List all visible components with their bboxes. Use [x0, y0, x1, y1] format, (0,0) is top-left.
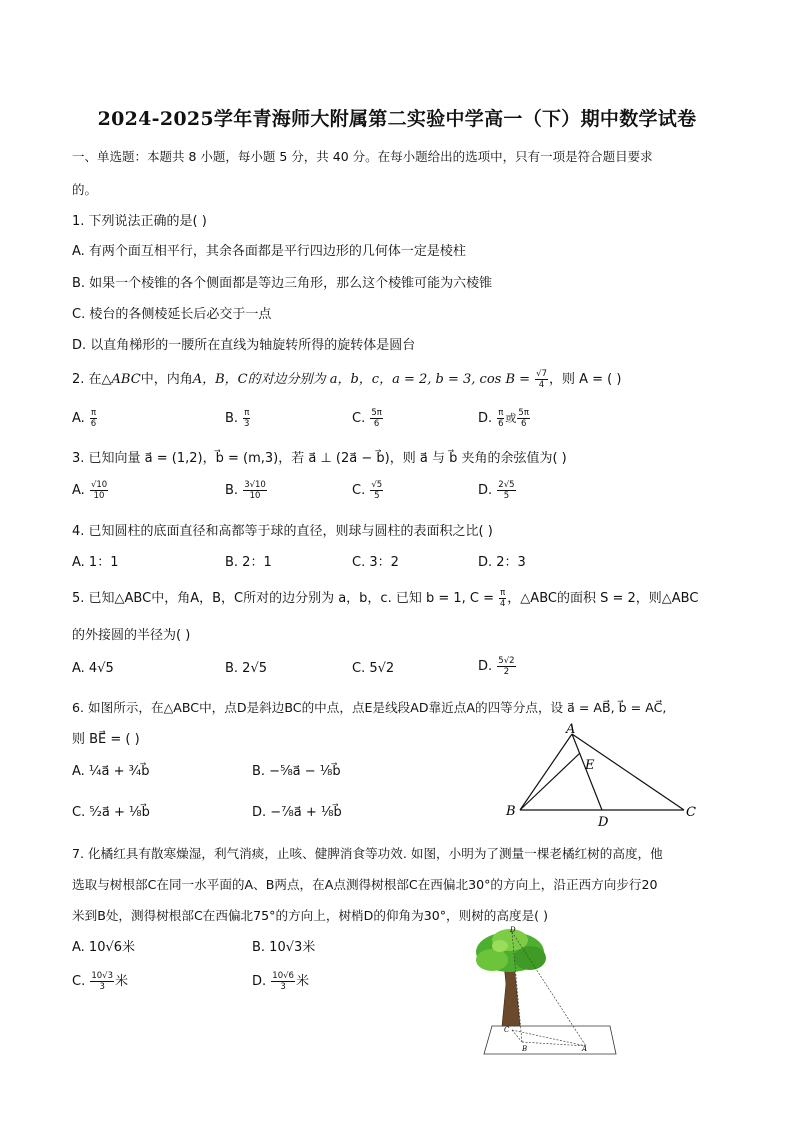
q7-c-den: 3 — [99, 982, 105, 992]
q3-d-den: 5 — [503, 491, 510, 501]
q7-d-unit: 米 — [295, 974, 309, 989]
q3-stem: 3. 已知向量 a⃗ = (1,2)，b⃗ = (m,3)，若 a⃗ ⊥ (2a⃗ − b⃗)，则 a⃗ 与 b⃗ 夹角的余弦值为( ) — [72, 451, 567, 466]
q2-stem-abc: ABC — [111, 372, 141, 387]
q2-a-den: 6 — [90, 419, 97, 429]
q7-tree-foliage — [476, 929, 546, 972]
q7-option-a: A. 10√6米 — [72, 940, 136, 955]
q3-a-num: √10 — [90, 480, 108, 490]
q5-option-c: C. 5√2 — [352, 661, 395, 676]
q5-c-fraction — [499, 588, 506, 609]
q6-label-c: C — [686, 805, 696, 820]
q7-option-d — [252, 970, 309, 992]
q2-option-d — [478, 408, 531, 429]
q7-stem-line3: 米到B处，测得树根部C在西偏北75°的方向上，树梢D的仰角为30°，则树的高度是( ) — [72, 908, 549, 923]
q5-d-fraction — [497, 656, 515, 677]
q3-option-d — [478, 480, 517, 501]
q5-option-a: A. 4√5 — [72, 661, 114, 676]
q7-d-fraction — [271, 971, 295, 992]
q3-option-c-label: C. — [352, 483, 366, 498]
q5-d-num: 5√2 — [498, 656, 515, 666]
q3-c-num: √5 — [371, 480, 383, 490]
q3-option-a — [72, 480, 109, 501]
q5-stem-line2: 的外接圆的半径为( ) — [72, 628, 191, 643]
q2-d-den1: 6 — [498, 419, 504, 429]
q2-d-or: 或 — [505, 412, 517, 425]
q7-label-d: D — [510, 926, 516, 934]
q2-option-b-label: B. — [225, 411, 239, 426]
q5-d-den: 2 — [503, 667, 510, 677]
q7-tree-trunk — [502, 964, 520, 1026]
q5-stem-line1 — [72, 587, 698, 609]
section-header-line1: 一、单选题：本题共 8 小题，每小题 5 分，共 40 分。在每小题给出的选项中，只有一项是符合题目要求 — [72, 149, 653, 164]
q5-c-den: 4 — [500, 599, 506, 609]
q6-label-a: A — [566, 722, 576, 737]
q6-segment-be — [520, 753, 580, 810]
q2-option-a — [72, 408, 98, 429]
q2-b-num: π — [244, 408, 250, 418]
q2-a-num: π — [90, 408, 97, 418]
q3-b-num: 3√10 — [244, 480, 266, 490]
q1-option-d: D. 以直角梯形的一腰所在直线为轴旋转所得的旋转体是圆台 — [72, 338, 416, 353]
q6-option-c: C. ⁵⁄₂a⃗ + ⅛b⃗ — [72, 805, 150, 820]
q7-d-num: 10√6 — [272, 971, 294, 981]
q7-c-unit: 米 — [115, 974, 129, 989]
q7-stem-line2: 选取与树根部C在同一水平面的A、B两点，在A点测得树根部C在西偏北30°的方向上，沿正西方向步行20 — [72, 877, 658, 892]
q6-triangle-figure — [500, 722, 710, 832]
q2-b-den: 3 — [244, 419, 250, 429]
q6-side-ab — [520, 734, 572, 810]
q5-line1b: ，△ABC的面积 S = 2，则△ABC — [507, 591, 699, 606]
q7-c-fraction — [90, 971, 114, 992]
q6-option-a: A. ¼a⃗ + ¾b⃗ — [72, 764, 150, 779]
page-title: 2024-2025学年青海师大附属第二实验中学高一（下）期中数学试卷 — [97, 108, 697, 130]
q5-option-d — [478, 656, 517, 677]
q6-option-b: B. −⅝a⃗ − ⅛b⃗ — [252, 764, 341, 779]
q2-cosb-fraction — [535, 369, 548, 390]
q3-d-num: 2√5 — [498, 480, 515, 490]
q2-option-c-label: C. — [352, 411, 366, 426]
q6-option-d: D. −⅞a⃗ + ⅛b⃗ — [252, 805, 342, 820]
q7-label-c: C — [504, 1026, 510, 1034]
q5-line1a: 5. 已知△ABC中，角A，B，C所对的边分别为 a，b，c. 已知 b = 1, C = — [72, 591, 499, 606]
q3-b-fraction — [243, 480, 267, 501]
q2-option-c — [352, 408, 384, 429]
q2-stem — [72, 368, 621, 390]
q1-stem: 1. 下列说法正确的是( ) — [72, 214, 207, 229]
q3-a-fraction — [90, 480, 108, 501]
q2-c-num: 5π — [371, 408, 382, 418]
q6-label-d: D — [598, 815, 609, 830]
q2-option-b — [225, 408, 251, 429]
q7-c-num: 10√3 — [91, 971, 113, 981]
q7-tree-figure — [470, 924, 630, 1060]
q3-option-a-label: A. — [72, 483, 85, 498]
q3-option-c — [352, 480, 384, 501]
q2-stem-mid: 中，内角 — [140, 372, 193, 387]
q1-option-a: A. 有两个面互相平行，其余各面都是平行四边形的几何体一定是棱柱 — [72, 244, 466, 259]
q2-option-a-label: A. — [72, 411, 85, 426]
q2-c-den: 6 — [373, 419, 380, 429]
q7-option-c — [72, 970, 128, 992]
q2-d-num1: π — [498, 408, 504, 418]
q2-option-c-fraction — [370, 408, 383, 429]
q3-option-b — [225, 480, 268, 501]
q4-stem: 4. 已知圆柱的底面直径和高都等于球的直径，则球与圆柱的表面积之比( ) — [72, 524, 493, 539]
q2-cosb-num: √7 — [536, 369, 547, 379]
q5-c-num: π — [500, 588, 506, 598]
q2-option-b-fraction — [243, 408, 250, 429]
q5-option-b: B. 2√5 — [225, 661, 268, 676]
q7-option-d-label: D. — [252, 974, 267, 989]
q2-cosb-den: 4 — [538, 380, 545, 390]
q7-d-den: 3 — [280, 982, 286, 992]
q2-option-d-label: D. — [478, 411, 493, 426]
q7-option-c-label: C. — [72, 974, 86, 989]
q3-c-fraction — [370, 480, 383, 501]
q3-option-d-label: D. — [478, 483, 493, 498]
q4-option-a: A. 1：1 — [72, 555, 119, 570]
q4-option-b: B. 2：1 — [225, 555, 272, 570]
q6-stem-line1: 6. 如图所示，在△ABC中，点D是斜边BC的中点，点E是线段AD靠近点A的四等分点，设 a⃗ = AB⃗, b⃗ = AC⃗, — [72, 700, 667, 715]
q2-d-num2: 5π — [518, 408, 529, 418]
q4-option-c: C. 3：2 — [352, 555, 399, 570]
q3-a-den: 10 — [93, 491, 105, 501]
q7-stem-line1: 7. 化橘红具有散寒燥湿，利气消痰，止咳、健脾消食等功效. 如图，小明为了测量一棵老橘红树的高度，他 — [72, 846, 663, 861]
q3-option-b-label: B. — [225, 483, 239, 498]
q2-option-d-fraction1 — [497, 408, 504, 429]
q2-d-den2: 6 — [520, 419, 527, 429]
q3-b-den: 10 — [249, 491, 261, 501]
q4-option-d: D. 2：3 — [478, 555, 526, 570]
q6-stem-line2: 则 BE⃗ = ( ) — [72, 732, 140, 747]
q5-option-d-label: D. — [478, 659, 493, 674]
q2-option-a-fraction — [90, 408, 97, 429]
q3-d-fraction — [497, 480, 515, 501]
q7-label-b: B — [522, 1045, 528, 1053]
q6-label-b: B — [506, 804, 516, 819]
q1-option-c: C. 棱台的各侧棱延长后必交于一点 — [72, 307, 272, 322]
q6-label-e: E — [585, 758, 595, 773]
section-header-line2: 的。 — [72, 182, 98, 197]
q7-option-b: B. 10√3米 — [252, 940, 316, 955]
q2-stem-pre: 2. 在△ — [72, 372, 112, 387]
q2-stem-rest: A，B，C的对边分别为 a，b，c，a = 2, b = 3, cos B = — [192, 372, 535, 387]
q3-c-den: 5 — [374, 491, 380, 501]
q7-label-a: A — [582, 1045, 588, 1053]
q2-option-d-fraction2 — [517, 408, 530, 429]
q1-option-b: B. 如果一个棱锥的各个侧面都是等边三角形，那么这个棱锥可能为六棱锥 — [72, 276, 493, 291]
q2-stem-tail: ，则 A = ( ) — [549, 372, 622, 387]
